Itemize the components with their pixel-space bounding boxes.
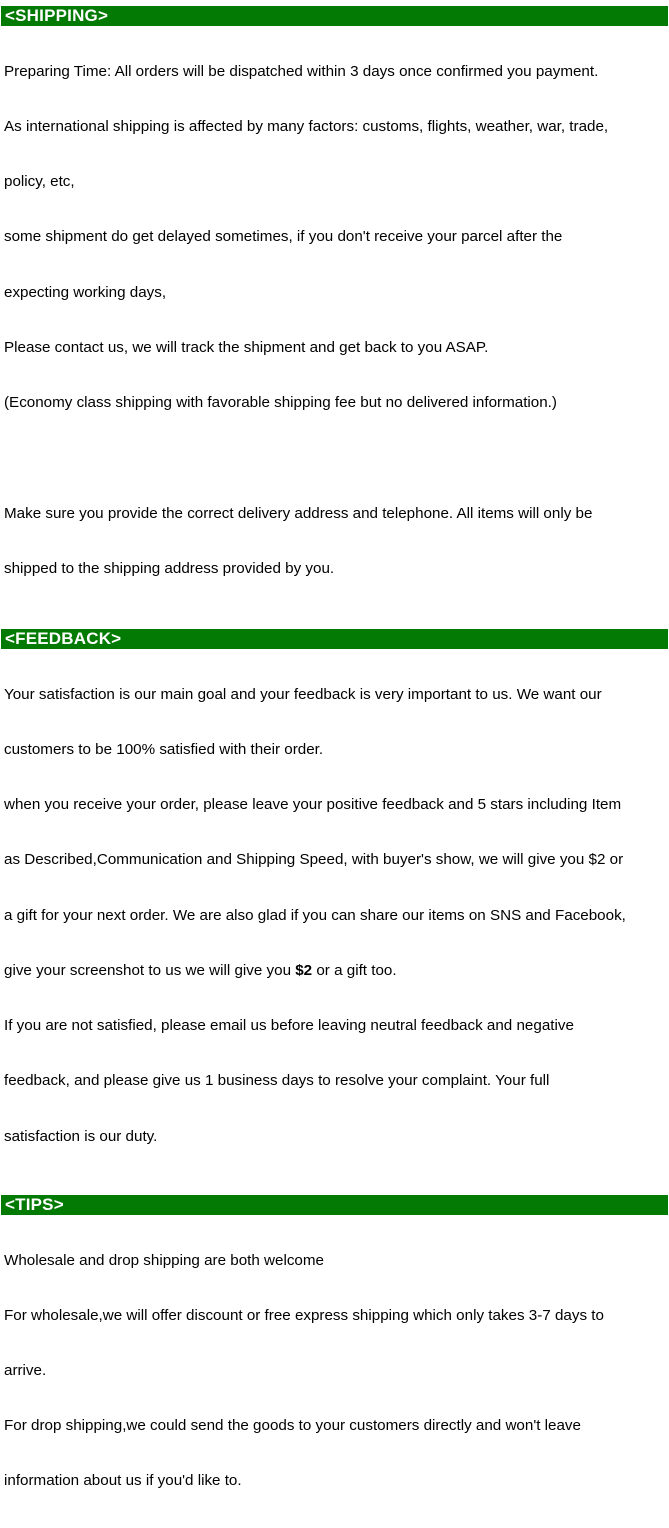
tips-line: information about us if you'd like to. [4,1472,242,1490]
feedback-line: If you are not satisfied, please email us before leaving neutral feedback and negative [4,1017,574,1035]
tips-line: For drop shipping,we could send the goods to your customers directly and won't leave [4,1417,581,1435]
shipping-section [0,6,669,615]
tips-header: <TIPS> [1,1195,668,1215]
feedback-line: feedback, and please give us 1 business days to resolve your complaint. Your full [4,1072,550,1090]
shipping-text [0,26,669,615]
shipping-line: expecting working days, [4,283,167,301]
shipping-line: Preparing Time: All orders will be dispatched within 3 days once confirmed you payment. [4,62,599,80]
blank-line [4,449,663,467]
tips-text [0,1215,669,1528]
tips-section [0,1195,669,1528]
feedback-line-reward [4,962,663,980]
feedback-line: as Described,Communication and Shipping Speed, with buyer's show, we will give you $2 or [4,851,624,869]
shipping-line: Make sure you provide the correct delivery address and telephone. All items will only be [4,504,593,522]
feedback-line: Your satisfaction is our main goal and your feedback is very important to us. We want our [4,685,602,703]
shipping-line: As international shipping is affected by many factors: customs, flights, weather, war, trade, [4,118,609,136]
feedback-line: customers to be 100% satisfied with their order. [4,741,324,759]
feedback-line: a gift for your next order. We are also glad if you can share our items on SNS and Facebook, [4,906,626,924]
feedback-section [0,629,669,1183]
shipping-line: policy, etc, [4,173,75,191]
reward-text-pre: give your screenshot to us we will give you [4,961,296,979]
shipping-line: some shipment do get delayed sometimes, if you don't receive your parcel after the [4,228,563,246]
feedback-text [0,649,669,1183]
tips-line: Wholesale and drop shipping are both welcome [4,1251,324,1269]
shipping-line: shipped to the shipping address provided by you. [4,559,335,577]
feedback-header: <FEEDBACK> [1,629,668,649]
reward-text-post: or a gift too. [312,961,397,979]
shipping-line: Please contact us, we will track the shipment and get back to you ASAP. [4,338,489,356]
feedback-line: when you receive your order, please leave your positive feedback and 5 stars including Item [4,796,622,814]
tips-line: arrive. [4,1362,47,1380]
reward-amount: $2 [295,961,313,979]
tips-line: For wholesale,we will offer discount or free express shipping which only takes 3-7 days to [4,1306,604,1324]
feedback-line: satisfaction is our duty. [4,1127,158,1145]
shipping-line: (Economy class shipping with favorable shipping fee but no delivered information.) [4,394,557,412]
shipping-header: <SHIPPING> [1,6,668,26]
